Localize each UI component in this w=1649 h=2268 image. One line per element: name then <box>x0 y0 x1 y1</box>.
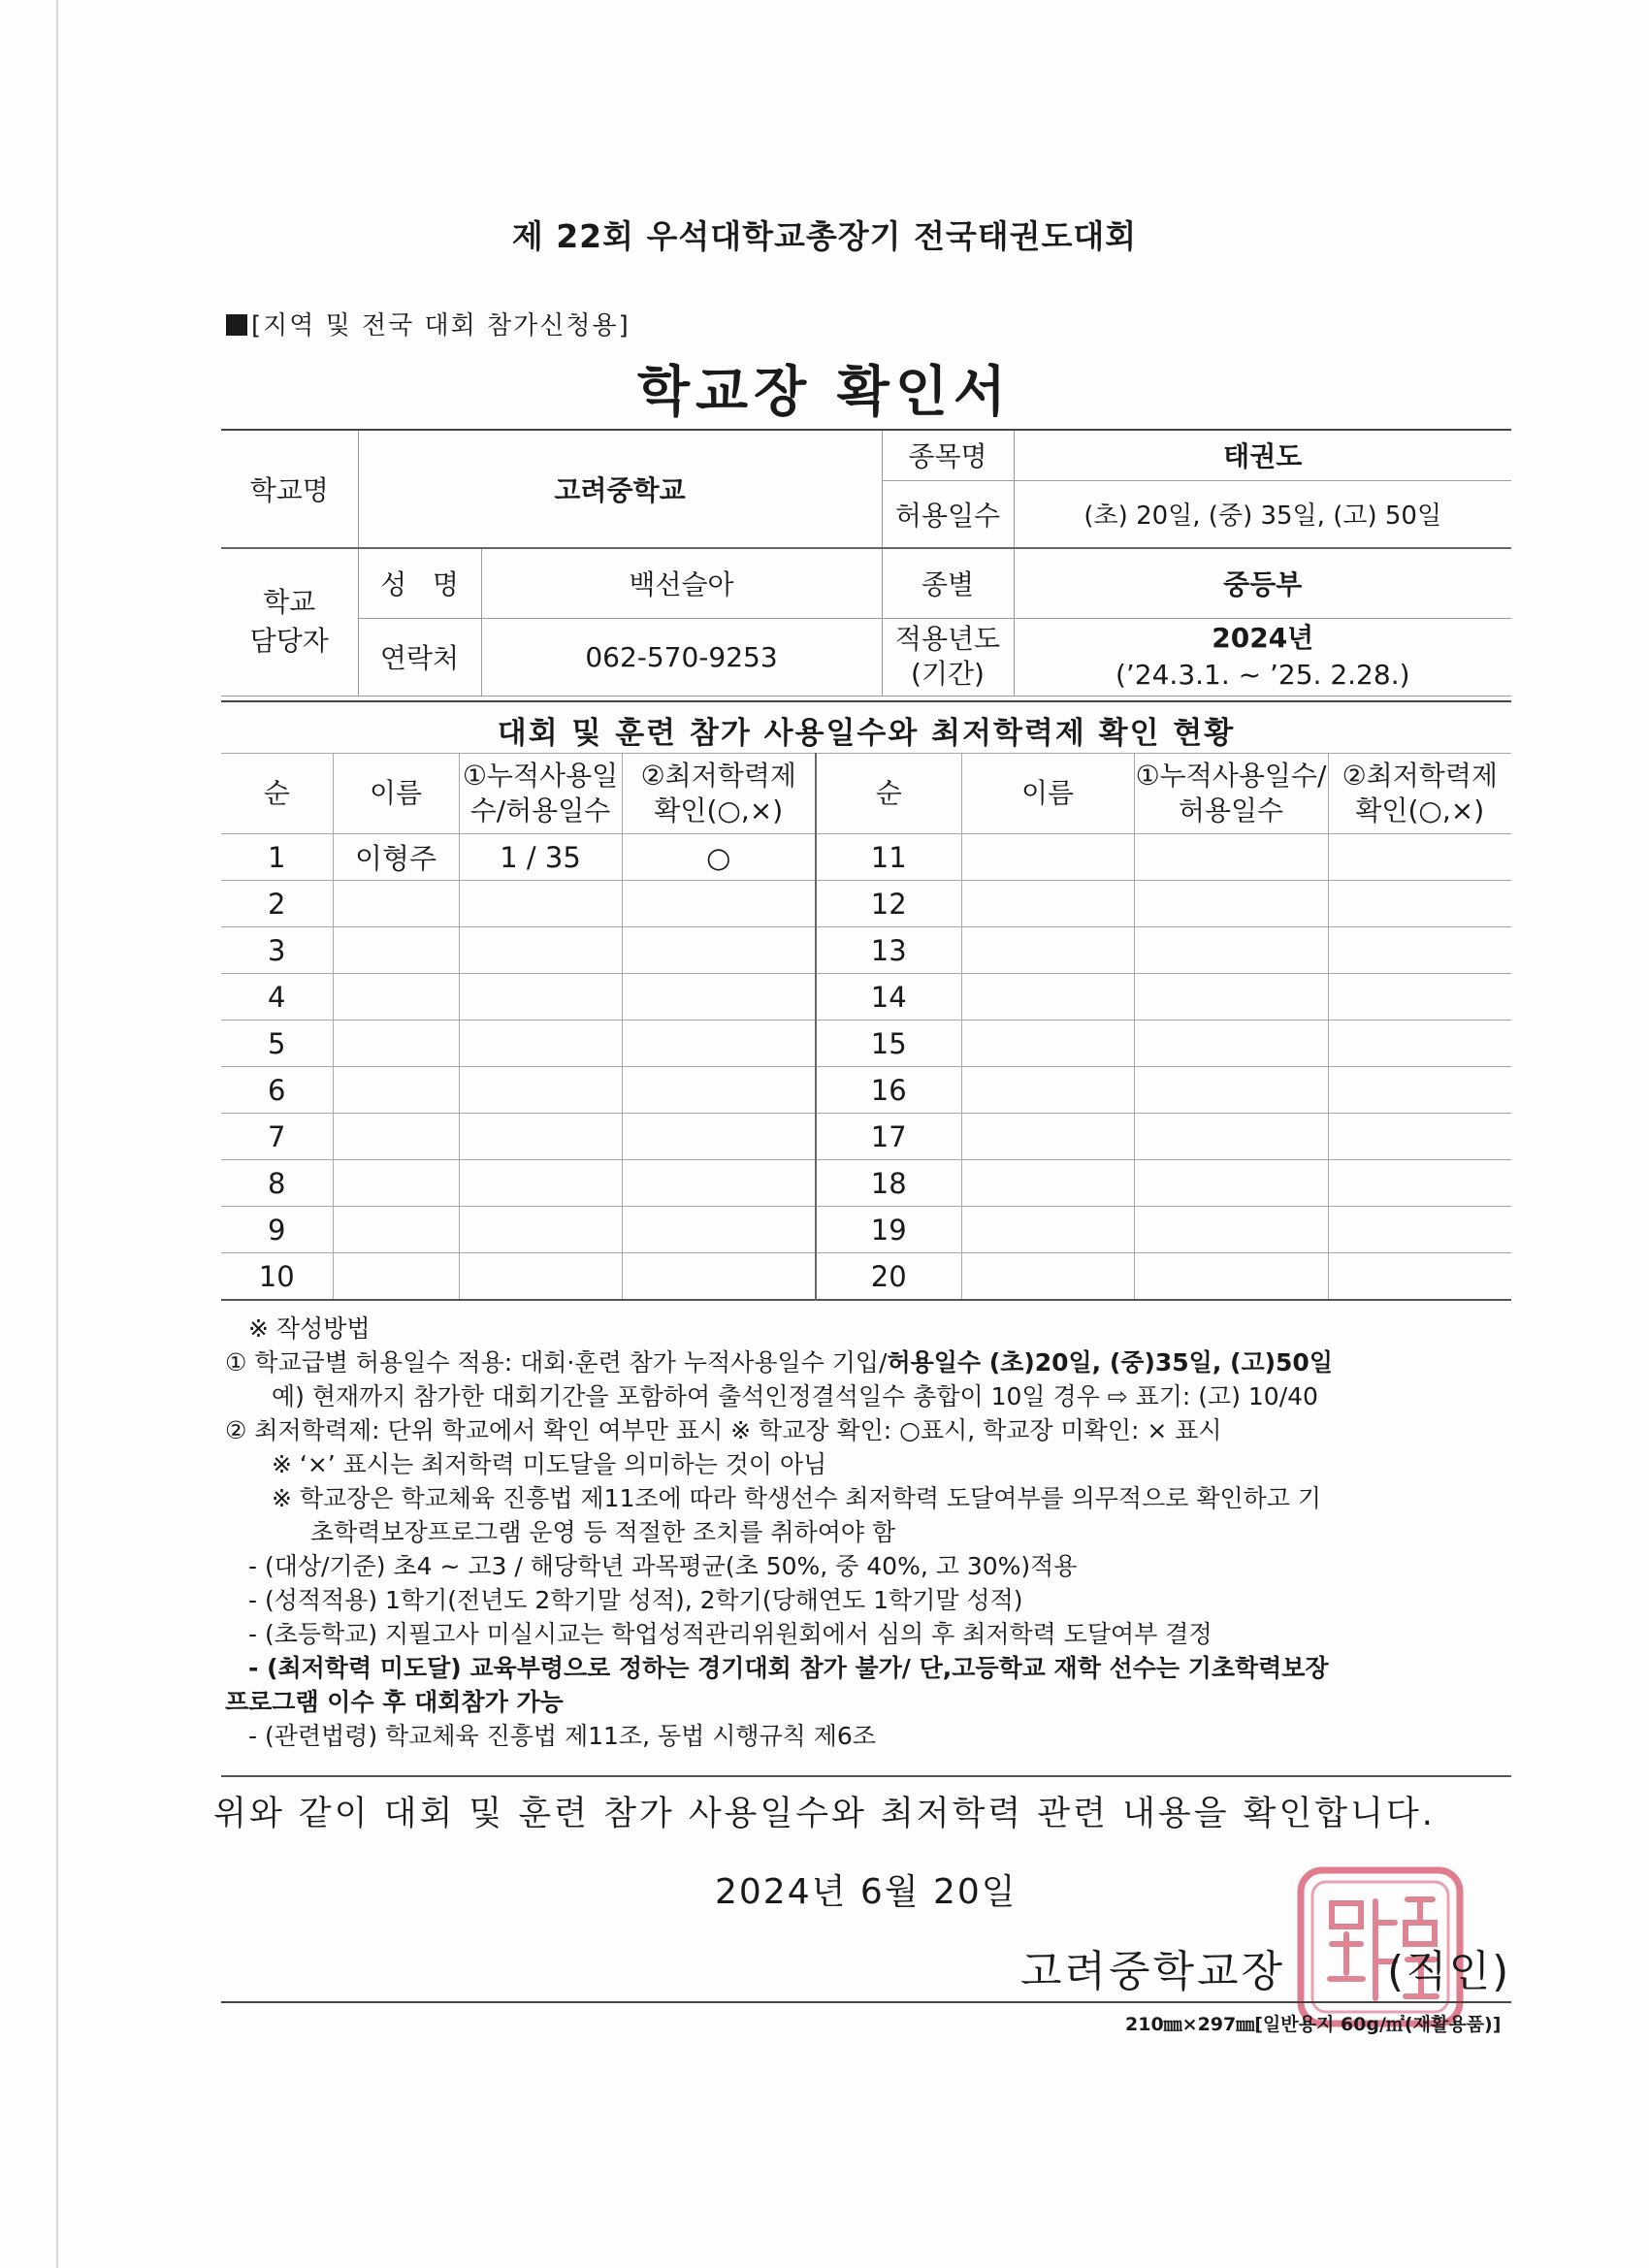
row-name-right <box>961 927 1134 974</box>
row-days-right <box>1134 834 1328 881</box>
header-acad <box>622 754 816 834</box>
confirmation-statement: 위와 같이 대회 및 훈련 참가 사용일수와 최저학력 관련 내용을 확인합니다. <box>213 1795 1436 1833</box>
row-no-right: 11 <box>816 834 961 881</box>
row-check-right <box>1328 1067 1511 1114</box>
phone-label: 연락처 <box>358 618 481 696</box>
row-check <box>622 1114 816 1160</box>
category-value: 중등부 <box>1014 548 1511 618</box>
detail-law: - (관련법령) 학교체육 진흥법 제11조, 동법 시행규칙 제6조 <box>248 1722 876 1750</box>
row-no: 10 <box>221 1253 333 1301</box>
year-value <box>1014 618 1511 696</box>
row-name <box>333 1253 459 1301</box>
table-row <box>221 834 1511 881</box>
row-no: 4 <box>221 974 333 1021</box>
year-label <box>882 618 1014 696</box>
row-check <box>622 1160 816 1207</box>
row-days <box>459 1160 622 1207</box>
header-days-right <box>1134 754 1328 834</box>
row-no-right: 18 <box>816 1160 961 1207</box>
header-no: 순 <box>221 754 333 834</box>
row-days <box>459 927 622 974</box>
row-check <box>622 1067 816 1114</box>
row-days-right <box>1134 1067 1328 1114</box>
row-check-right <box>1328 974 1511 1021</box>
instruction-1-example: 예) 현재까지 참가한 대회기간을 포함하여 출석인정결석일수 총합이 10일 경우 ⇨ 표기: (고) 10/40 <box>272 1382 1318 1410</box>
row-days-right <box>1134 1207 1328 1253</box>
row-no-right: 17 <box>816 1114 961 1160</box>
phone-value: 062-570-9253 <box>481 618 882 696</box>
header-acad-line2: 확인(○,×) <box>654 794 784 826</box>
row-name-right <box>961 1207 1134 1253</box>
detail-unmet: - (최저학력 미도달) 교육부령으로 정하는 경기대회 참가 불가/ 단,고등학교 재학 선수는 기초학력보장 <box>248 1654 1329 1682</box>
row-name-right <box>961 834 1134 881</box>
allowed-days-label: 허용일수 <box>882 480 1014 548</box>
row-name <box>333 1067 459 1114</box>
detail-elementary: - (초등학교) 지필고사 미실시교는 학업성적관리위원회에서 심의 후 최저학력 도달여부 결정 <box>248 1620 1212 1648</box>
row-days: 1 / 35 <box>459 834 622 881</box>
row-check-right <box>1328 1160 1511 1207</box>
seal-label: (직인) <box>1387 1947 1511 1996</box>
contact-label-line1: 학교 <box>263 586 316 619</box>
row-name-right <box>961 1021 1134 1067</box>
row-no: 8 <box>221 1160 333 1207</box>
detail-grades: - (성적적용) 1학기(전년도 2학기말 성적), 2학기(당해연도 1학기말 성적) <box>248 1586 1023 1614</box>
row-name <box>333 881 459 927</box>
row-name <box>333 927 459 974</box>
row-days-right <box>1134 1253 1328 1301</box>
row-check <box>622 974 816 1021</box>
row-no: 1 <box>221 834 333 881</box>
instruction-1-bold: 허용일수 (초)20일, (중)35일, (고)50일 <box>887 1348 1333 1377</box>
header-days-line2: 수/허용일수 <box>469 794 611 826</box>
header-acad-right-line1: ②최저학력제 <box>1342 760 1498 792</box>
contact-label-line2: 담당자 <box>249 625 329 658</box>
row-check-right <box>1328 1207 1511 1253</box>
instructions-heading: ※ 작성방법 <box>248 1314 371 1343</box>
header-no-right: 순 <box>816 754 961 834</box>
row-name <box>333 1207 459 1253</box>
row-no-right: 14 <box>816 974 961 1021</box>
row-no-right: 16 <box>816 1067 961 1114</box>
row-no-right: 12 <box>816 881 961 927</box>
instructions <box>225 1312 1515 1753</box>
row-name: 이형주 <box>333 834 459 881</box>
row-days <box>459 1253 622 1301</box>
row-name <box>333 1160 459 1207</box>
row-name <box>333 1114 459 1160</box>
row-no-right: 15 <box>816 1021 961 1067</box>
row-no: 9 <box>221 1207 333 1253</box>
row-days-right <box>1134 974 1328 1021</box>
table-row <box>221 1021 1511 1067</box>
header-acad-right <box>1328 754 1511 834</box>
year-label-line1: 적용년도 <box>894 623 1001 655</box>
signer: 고려중학교장 <box>1020 1947 1286 1996</box>
row-no-right: 19 <box>816 1207 961 1253</box>
table-row <box>221 1160 1511 1207</box>
row-name <box>333 1021 459 1067</box>
row-check-right <box>1328 927 1511 974</box>
row-name <box>333 974 459 1021</box>
footer-divider <box>221 2001 1511 2003</box>
row-days-right <box>1134 1114 1328 1160</box>
square-bullet-icon <box>226 314 247 336</box>
row-check <box>622 1253 816 1301</box>
row-name-right <box>961 1067 1134 1114</box>
table-row <box>221 1067 1511 1114</box>
row-name-right <box>961 1253 1134 1301</box>
paper-spec: 210㎜×297㎜[일반용지 60g/㎡(재활용품)] <box>1125 2014 1502 2035</box>
header-acad-line1: ②최저학력제 <box>640 760 796 792</box>
period-text: (’24.3.1. ~ ’25. 2.28.) <box>1115 659 1410 691</box>
header-days <box>459 754 622 834</box>
school-name-value: 고려중학교 <box>358 430 882 548</box>
table-row <box>221 927 1511 974</box>
status-table <box>221 753 1511 1301</box>
instruction-1 <box>225 1345 1515 1379</box>
row-check-right <box>1328 1114 1511 1160</box>
row-check-right <box>1328 881 1511 927</box>
category-label: 종별 <box>882 548 1014 618</box>
table-row <box>221 1253 1511 1301</box>
instruction-2: ② 최저학력제: 단위 학교에서 확인 여부만 표시 ※ 학교장 확인: ○표시, 학교장 미확인: × 표시 <box>225 1416 1222 1444</box>
person-name-value: 백선슬아 <box>481 548 882 618</box>
row-days <box>459 1067 622 1114</box>
header-days-right-line1: ①누적사용일수/ <box>1135 760 1327 792</box>
row-check-right <box>1328 1253 1511 1301</box>
row-no: 3 <box>221 927 333 974</box>
year-text: 2024년 <box>1212 622 1314 654</box>
row-days <box>459 1021 622 1067</box>
table-row <box>221 1114 1511 1160</box>
row-no: 5 <box>221 1021 333 1067</box>
row-no: 6 <box>221 1067 333 1114</box>
detail-unmet-cont: 프로그램 이수 후 대회참가 가능 <box>225 1688 564 1716</box>
header-days-right-line2: 허용일수 <box>1178 794 1284 826</box>
row-check: ○ <box>622 834 816 881</box>
row-name-right <box>961 1160 1134 1207</box>
info-table <box>221 429 1511 697</box>
detail-target: - (대상/기준) 초4 ~ 고3 / 해당학년 과목평균(초 50%, 중 40%, 고 30%)적용 <box>248 1552 1078 1580</box>
document-title: 학교장 확인서 <box>636 361 1013 424</box>
instruction-2-note-b2: 초학력보장프로그램 운영 등 적절한 조치를 취하여야 함 <box>310 1518 896 1546</box>
row-check <box>622 927 816 974</box>
instruction-2-note-a: ※ ‘×’ 표시는 최저학력 미도달을 의미하는 것이 아님 <box>272 1450 827 1478</box>
header-name: 이름 <box>333 754 459 834</box>
status-header-row <box>221 754 1511 834</box>
header-name-right: 이름 <box>961 754 1134 834</box>
scan-edge <box>56 0 58 2268</box>
row-check-right <box>1328 1021 1511 1067</box>
row-name-right <box>961 1114 1134 1160</box>
row-no-right: 13 <box>816 927 961 974</box>
person-name-label: 성 명 <box>358 548 481 618</box>
row-check-right <box>1328 834 1511 881</box>
event-label: 종목명 <box>882 430 1014 480</box>
instruction-2-note-b1: ※ 학교장은 학교체육 진흥법 제11조에 따라 학생선수 최저학력 도달여부를 의무적으로 확인하고 기 <box>272 1484 1322 1512</box>
contact-label <box>221 548 358 696</box>
year-label-line2: (기간) <box>911 658 985 690</box>
application-tag <box>226 306 630 341</box>
row-no-right: 20 <box>816 1253 961 1301</box>
table-row <box>221 974 1511 1021</box>
application-tag-text: [지역 및 전국 대회 참가신청용] <box>251 311 630 340</box>
row-days <box>459 1114 622 1160</box>
school-name-label: 학교명 <box>221 430 358 548</box>
table-row <box>221 881 1511 927</box>
row-days <box>459 1207 622 1253</box>
row-days-right <box>1134 881 1328 927</box>
allowed-days-value: (초) 20일, (중) 35일, (고) 50일 <box>1014 480 1511 548</box>
row-days-right <box>1134 927 1328 974</box>
row-check <box>622 881 816 927</box>
event-value: 태권도 <box>1014 430 1511 480</box>
divider <box>221 1775 1511 1777</box>
row-no: 2 <box>221 881 333 927</box>
row-name-right <box>961 974 1134 1021</box>
row-check <box>622 1207 816 1253</box>
table-row <box>221 1207 1511 1253</box>
row-days <box>459 881 622 927</box>
row-no: 7 <box>221 1114 333 1160</box>
issue-date: 2024년 6월 20일 <box>715 1872 1018 1912</box>
row-days <box>459 974 622 1021</box>
header-days-line1: ①누적사용일 <box>462 760 619 792</box>
row-name-right <box>961 881 1134 927</box>
header-acad-right-line2: 확인(○,×) <box>1355 794 1485 826</box>
instruction-1-text: ① 학교급별 허용일수 적용: 대회·훈련 참가 누적사용일수 기입/ <box>225 1348 888 1377</box>
row-check <box>622 1021 816 1067</box>
contest-title: 제 22회 우석대학교총장기 전국태권도대회 <box>511 217 1138 255</box>
row-days-right <box>1134 1160 1328 1207</box>
status-title: 대회 및 훈련 참가 사용일수와 최저학력제 확인 현황 <box>221 700 1511 752</box>
row-days-right <box>1134 1021 1328 1067</box>
